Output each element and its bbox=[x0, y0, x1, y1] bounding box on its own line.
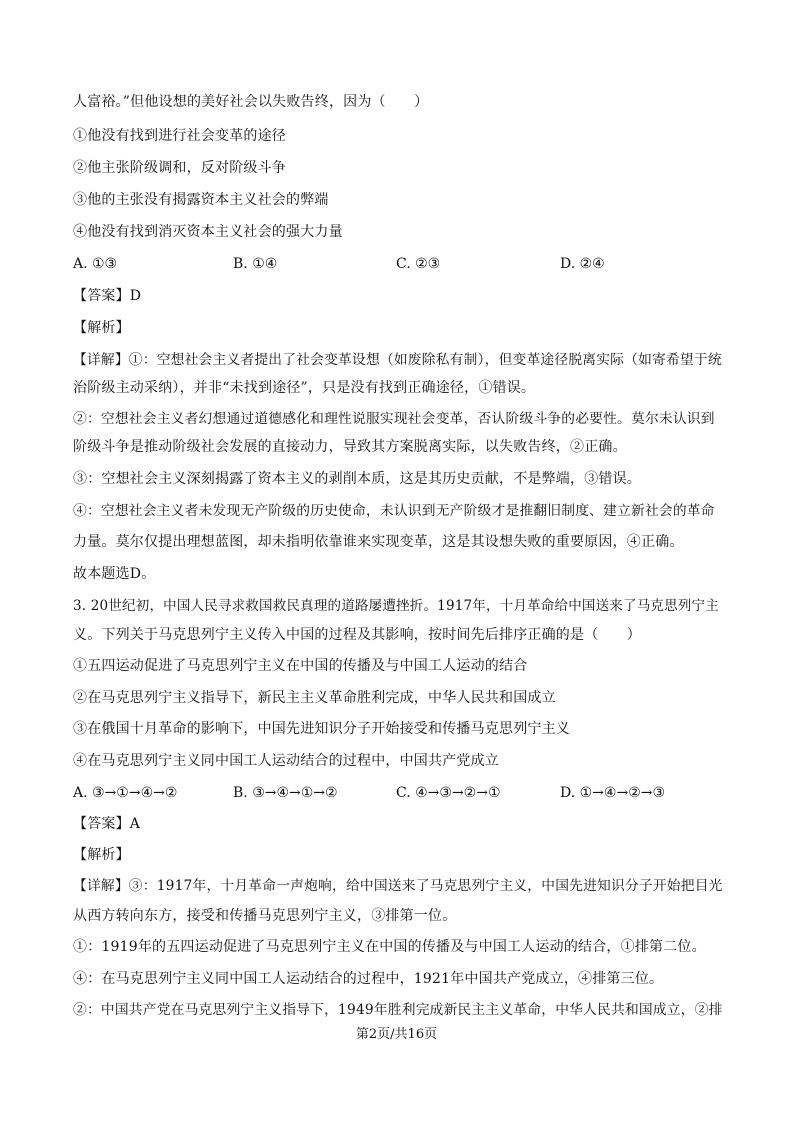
q2-detail-line-2: 治阶级主动采纳），并非“未找到途径”，只是没有找到正确途径，①错误。 bbox=[73, 380, 536, 396]
q2-detail-line-7: 力量。莫尔仅提出理想蓝图，却未指明依靠谁来实现变革，这是其设想失败的重要原因，④正确。 bbox=[73, 534, 684, 550]
q3-detail-line-3: ①：1919年的五四运动促进了马克思列宁主义在中国的传播及与中国工人运动的结合，①排第二位。 bbox=[73, 939, 706, 955]
q3-stem-line-1: 3. 20世纪初，中国人民寻求救国救民真理的道路屡遭挫折。1917年，十月革命给中国送来了马克思列宁主 bbox=[73, 598, 719, 614]
page-number: 第2页/共16页 bbox=[355, 1027, 438, 1042]
q3-item-1: ①五四运动促进了马克思列宁主义在中国的传播及与中国工人运动的结合 bbox=[73, 658, 528, 674]
q3-option-d: D. ①→④→②→③ bbox=[560, 785, 666, 801]
q2-item-2: ②他主张阶级调和，反对阶级斗争 bbox=[73, 160, 286, 176]
q2-option-c: C. ②③ bbox=[396, 256, 441, 272]
q3-option-b: B. ③→④→①→② bbox=[233, 785, 338, 801]
q3-stem-line-2: 义。下列关于马克思列宁主义传入中国的过程及其影响，按时间先后排序正确的是（ ） bbox=[73, 627, 641, 643]
q2-conclusion: 故本题选D。 bbox=[73, 566, 156, 582]
q3-item-3: ③在俄国十月革命的影响下，中国先进知识分子开始接受和传播马克思列宁主义 bbox=[73, 721, 570, 737]
q3-item-2: ②在马克思列宁主义指导下，新民主主义革命胜利完成，中华人民共和国成立 bbox=[73, 690, 556, 706]
q3-detail-line-5: ②：中国共产党在马克思列宁主义指导下，1949年胜利完成新民主主义革命，中华人民共和国成立，②排 bbox=[73, 1002, 723, 1018]
q3-detail-line-1: 【详解】③：1917年，十月革命一声炮响，给中国送来了马克思列宁主义，中国先进知识分子开始把目光 bbox=[73, 878, 723, 894]
q2-option-a: A. ①③ bbox=[73, 256, 118, 272]
q3-detail-line-2: 从西方转向东方，接受和传播马克思列宁主义，③排第一位。 bbox=[73, 908, 457, 924]
q2-stem-tail: 人富裕。”但他设想的美好社会以失败告终，因为（ ） bbox=[73, 94, 429, 110]
q2-item-3: ③他的主张没有揭露资本主义社会的弊端 bbox=[73, 192, 329, 208]
q3-detail-line-4: ④：在马克思列宁主义同中国工人运动结合的过程中，1921年中国共产党成立，④排第三位。 bbox=[73, 971, 664, 987]
q2-detail-line-6: ④：空想社会主义者未发现无产阶级的历史使命，未认识到无产阶级才是推翻旧制度、建立新社会的革命 bbox=[73, 503, 715, 519]
q2-detail-line-3: ②：空想社会主义者幻想通过道德感化和理性说服实现社会变革，否认阶级斗争的必要性。莫尔未认识到 bbox=[73, 411, 715, 427]
q2-options bbox=[73, 254, 723, 274]
q3-options bbox=[73, 783, 723, 803]
q3-analysis-label: 【解析】 bbox=[73, 847, 130, 863]
q2-option-d: D. ②④ bbox=[560, 256, 605, 272]
q2-item-4: ④他没有找到消灭资本主义社会的强大力量 bbox=[73, 224, 343, 240]
q3-answer: 【答案】A bbox=[73, 816, 141, 832]
q2-option-b: B. ①④ bbox=[233, 256, 278, 272]
q3-item-4: ④在马克思列宁主义同中国工人运动结合的过程中，中国共产党成立 bbox=[73, 753, 499, 769]
q2-detail-line-1: 【详解】①：空想社会主义者提出了社会变革设想（如废除私有制），但变革途径脱离实际（如寄希望于统 bbox=[73, 352, 722, 368]
q2-answer: 【答案】D bbox=[73, 288, 142, 304]
q3-option-c: C. ④→③→②→① bbox=[396, 785, 501, 801]
q2-item-1: ①他没有找到进行社会变革的途径 bbox=[73, 128, 286, 144]
q2-detail-line-5: ③：空想社会主义深刻揭露了资本主义的剥削本质，这是其历史贡献，不是弊端，③错误。 bbox=[73, 471, 641, 487]
q3-option-a: A. ③→①→④→② bbox=[73, 785, 178, 801]
q2-analysis-label: 【解析】 bbox=[73, 320, 130, 336]
q2-detail-line-4: 阶级斗争是推动阶级社会发展的直接动力，导致其方案脱离实际，以失败告终，②正确。 bbox=[73, 439, 627, 455]
